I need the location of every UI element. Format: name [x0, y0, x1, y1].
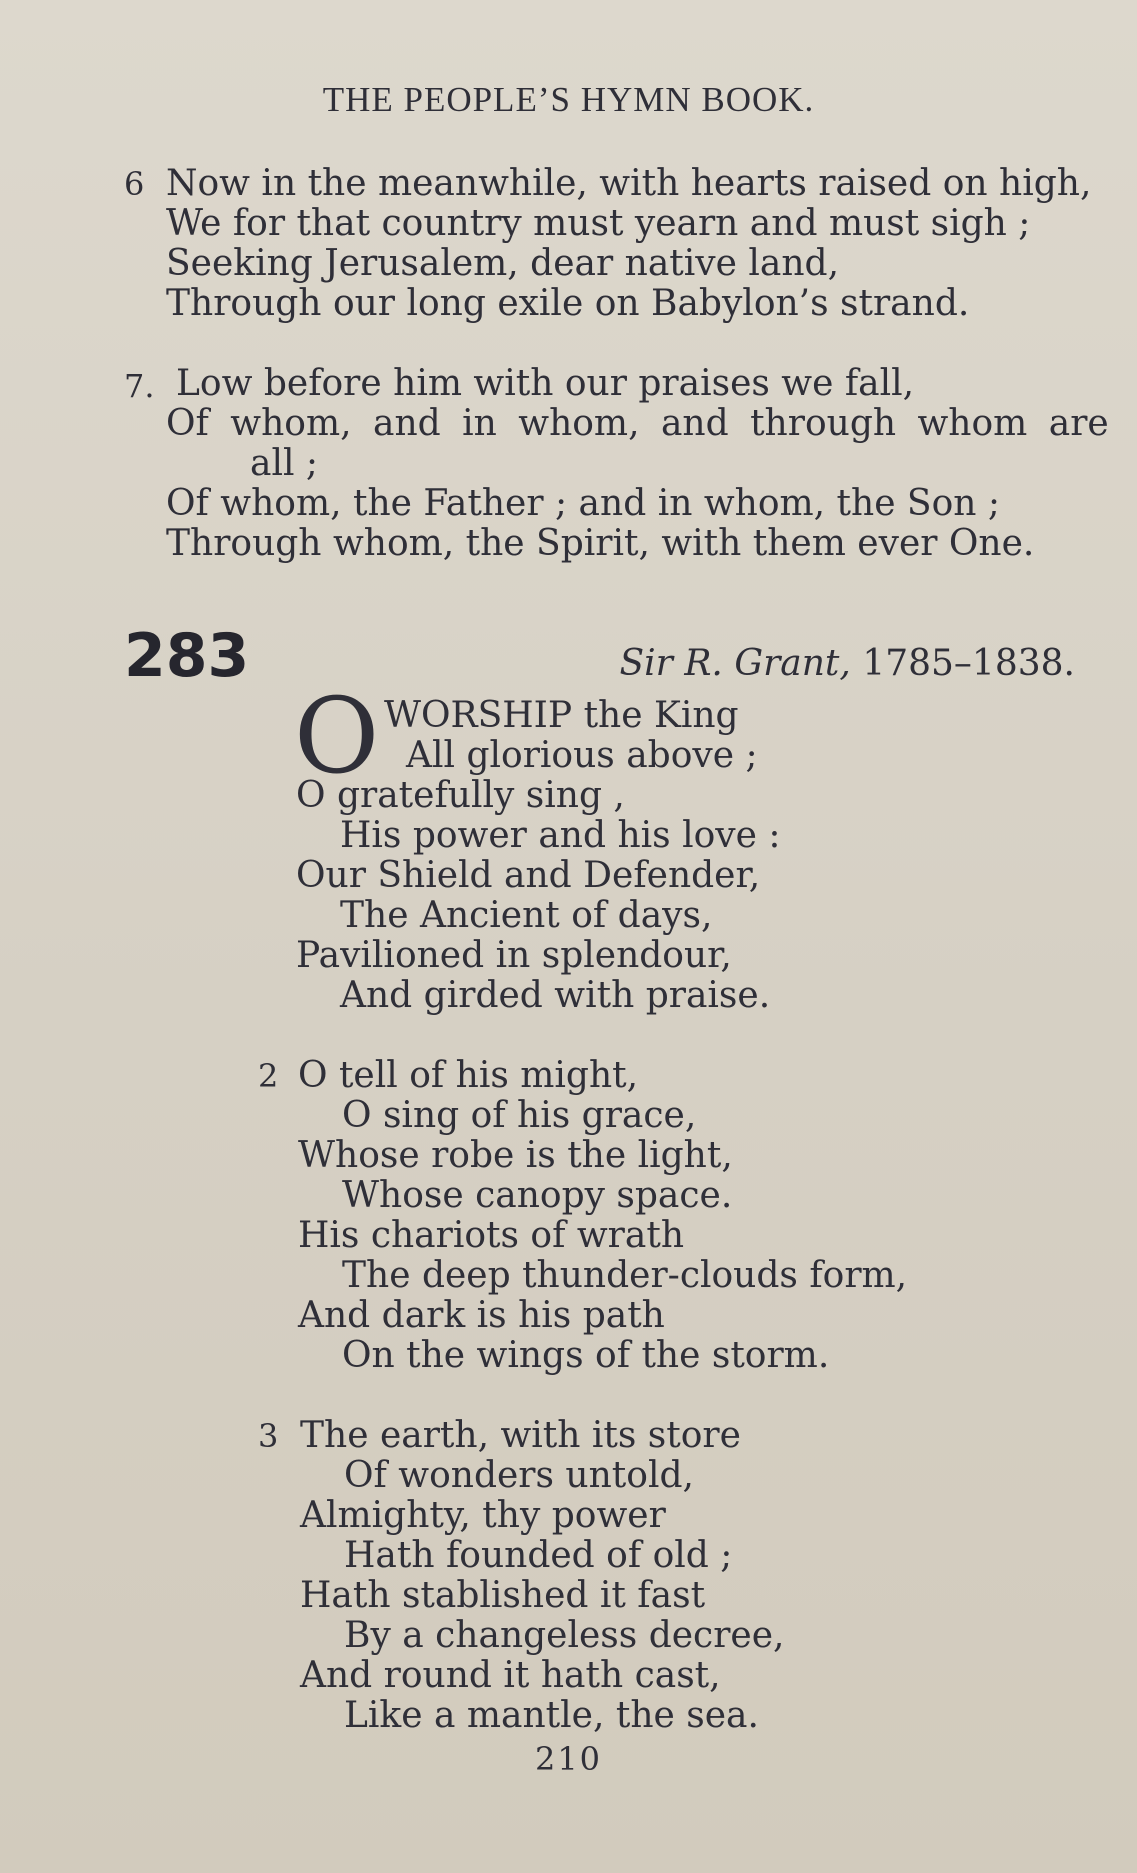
page-number: 210	[534, 1740, 603, 1778]
verse-line: And dark is his path	[298, 1295, 665, 1336]
verse-line: The Ancient of days,	[340, 895, 713, 936]
running-head: THE PEOPLE’S HYMN BOOK.	[322, 80, 815, 119]
verse-line: Almighty, thy power	[300, 1495, 666, 1536]
verse-number: 7.	[124, 367, 155, 405]
verse-line: Hath founded of old ;	[344, 1535, 733, 1576]
verse-line: Now in the meanwhile, with hearts raised on high,	[166, 163, 1092, 204]
verse-number: 6	[124, 165, 145, 203]
verse-line: Low before him with our praises we fall,	[176, 363, 915, 404]
verse-number: 2	[258, 1057, 279, 1095]
verse-line: Whose robe is the light,	[298, 1135, 733, 1176]
verse-line: His power and his love :	[340, 815, 781, 856]
verse-line: And round it hath cast,	[300, 1655, 721, 1696]
verse-line: Whose canopy space.	[342, 1175, 733, 1216]
verse-line: All glorious above ;	[406, 735, 758, 776]
verse-line: WORSHIP the King	[384, 695, 739, 736]
verse-number: 3	[258, 1417, 279, 1455]
verse-line: We for that country must yearn and must sigh ;	[166, 203, 1031, 244]
verse-line: Of whom, the Father ; and in whom, the Son ;	[166, 483, 1001, 524]
verse-line: Seeking Jerusalem, dear native land,	[166, 243, 840, 284]
verse-line: Through our long exile on Babylon’s strand.	[166, 283, 970, 324]
hymn-author	[620, 644, 1076, 684]
hymn-number: 283	[124, 621, 250, 691]
verse-line: O sing of his grace,	[342, 1095, 697, 1136]
verse-line: all ;	[250, 443, 319, 484]
verse-line: Of whom, and in whom, and through whom are	[166, 403, 1109, 444]
verse-line: By a changeless decree,	[344, 1615, 785, 1656]
verse-line: Of wonders untold,	[344, 1455, 694, 1496]
author-name: Sir R. Grant,	[619, 643, 851, 684]
verse-line: On the wings of the storm.	[342, 1335, 830, 1376]
verse-line: Our Shield and Defender,	[296, 855, 761, 896]
verse-line: Pavilioned in splendour,	[296, 935, 732, 976]
verse-line: The earth, with its store	[300, 1415, 741, 1456]
verse-line: Like a mantle, the sea.	[344, 1695, 759, 1736]
verse-line: Hath stablished it fast	[300, 1575, 706, 1616]
verse-line: O gratefully sing ,	[296, 775, 625, 816]
verse-line: His chariots of wrath	[298, 1215, 684, 1256]
verse-line: The deep thunder-clouds form,	[342, 1255, 908, 1296]
verse-line: Through whom, the Spirit, with them ever One.	[166, 523, 1035, 564]
author-dates: 1785–1838.	[862, 643, 1075, 684]
drop-cap: O	[294, 675, 380, 797]
verse-line: O tell of his might,	[298, 1055, 639, 1096]
verse-line: And girded with praise.	[340, 975, 771, 1016]
